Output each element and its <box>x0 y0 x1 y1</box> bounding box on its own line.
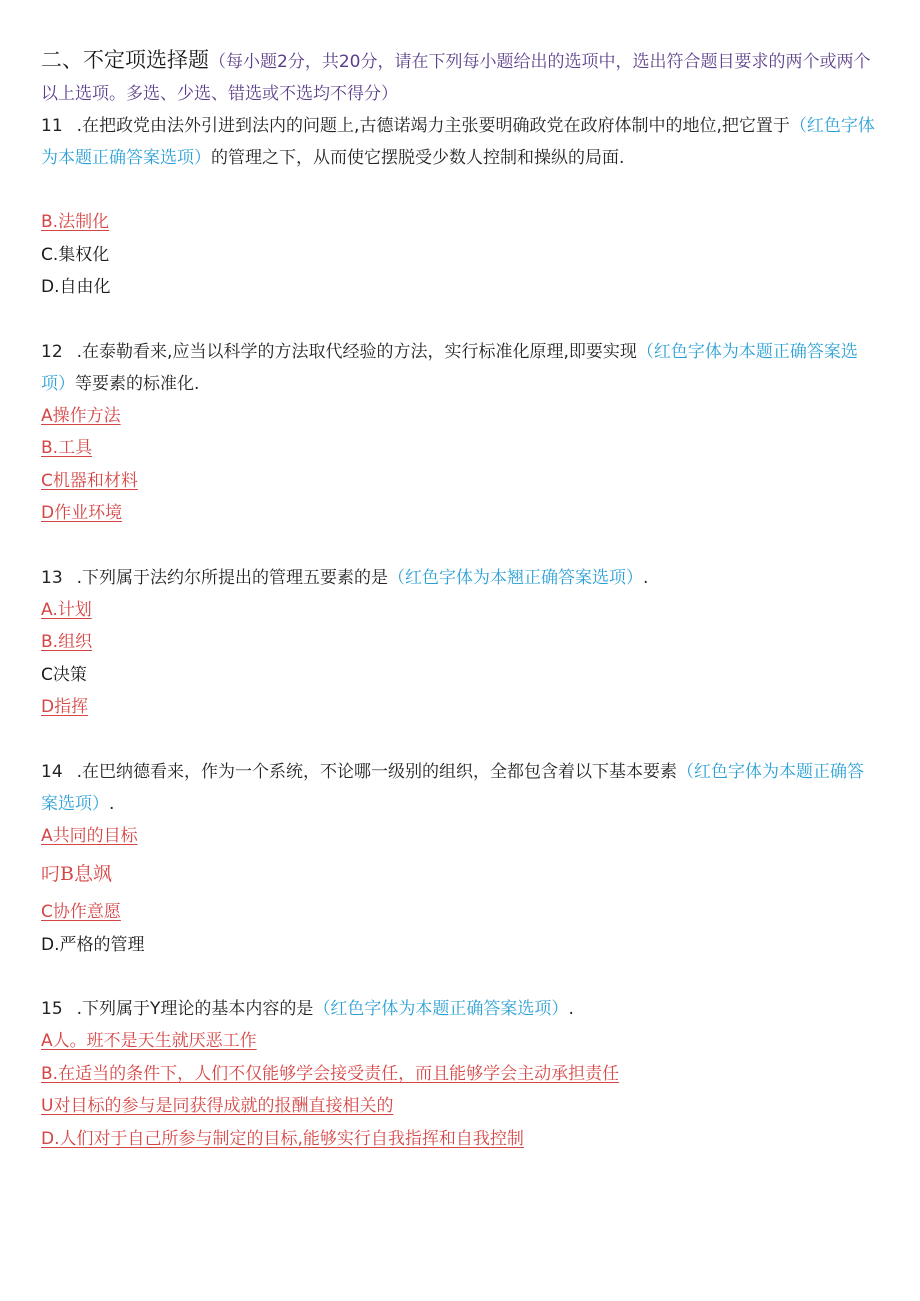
question-number: 12 <box>41 341 63 362</box>
question-text-end: . <box>568 999 574 1019</box>
option-c: C决策 <box>41 664 87 685</box>
spacer <box>41 724 877 756</box>
option-a-correct: A共同的目标 <box>41 825 138 846</box>
answer-hint: （红色字体为本题正确答案选项） <box>41 761 865 814</box>
section-heading <box>41 44 877 110</box>
question-text-end: 的管理之下，从而使它摆脱受少数人控制和操纵的局面. <box>211 148 625 168</box>
option-c: C.集权化 <box>41 244 110 265</box>
answer-hint: （红色字体为本题正确答案选项） <box>41 341 858 394</box>
option-d-correct: D指挥 <box>41 697 89 717</box>
question-14 <box>41 756 877 962</box>
option-b-correct: B.组织 <box>41 632 93 652</box>
option-d: D.自由化 <box>41 277 111 297</box>
answer-hint: （红色字体为本翘正确答案选项） <box>388 567 644 588</box>
question-text: .在把政党由法外引进到法内的问题上,古德诺竭力主张要明确政党在政府体制中的地位,把它置于 <box>76 116 790 136</box>
option-b-correct: B.法制化 <box>41 212 110 232</box>
question-text-end: 等要素的标准化. <box>75 373 200 394</box>
question-text: .在泰勒看来,应当以科学的方法取代经验的方法，实行标准化原理,即要实现 <box>76 341 637 362</box>
question-text-end: . <box>643 567 649 588</box>
question-stem <box>41 993 877 1025</box>
question-text: .下列属于法约尔所提出的管理五要素的是 <box>76 567 389 588</box>
option-c-correct: C协作意愿 <box>41 902 121 922</box>
question-text: .在巴纳德看来，作为一个系统，不论哪一级别的组织，全都包含着以下基本要素 <box>76 761 678 782</box>
question-text: .下列属于Y理论的基本内容的是 <box>76 999 314 1019</box>
question-stem <box>41 110 877 174</box>
spacer <box>41 304 877 336</box>
question-number: 13 <box>41 567 63 588</box>
option-d-correct: D.人们对于自己所参与制定的目标,能够实行自我指挥和自我控制 <box>41 1128 524 1149</box>
answer-hint: （红色字体为本题正确答案选项） <box>41 116 875 168</box>
option-c-correct: U对目标的参与是同获得成就的报酬直接相关的 <box>41 1096 394 1116</box>
question-number: 14 <box>41 761 63 782</box>
spacer <box>41 174 877 206</box>
question-number: 11 <box>41 116 63 136</box>
section-instructions: （每小题2分，共20分，请在下列每小题给出的选项中，选出符合题目要求的两个或两个以上选项。多选、少选、错选或不选均不得分） <box>41 52 871 104</box>
question-stem <box>41 756 877 820</box>
answer-hint: （红色字体为本题正确答案选项） <box>313 999 569 1019</box>
document-page <box>41 44 877 1155</box>
question-number: 15 <box>41 999 63 1019</box>
question-stem <box>41 336 877 400</box>
question-13 <box>41 562 877 724</box>
spacer <box>41 530 877 562</box>
option-c-correct: C机器和材料 <box>41 470 138 491</box>
question-stem <box>41 562 877 594</box>
section-title: 二、不定项选择题 <box>41 48 209 72</box>
option-a-correct: A人。班不是天生就厌恶工作 <box>41 1031 257 1051</box>
option-d-correct: D作业环境 <box>41 503 123 523</box>
question-12 <box>41 336 877 530</box>
option-a-correct: A.计划 <box>41 599 92 620</box>
spacer <box>41 961 877 993</box>
question-11 <box>41 110 877 304</box>
option-a-correct: A操作方法 <box>41 405 121 426</box>
option-d: D.严格的管理 <box>41 934 145 955</box>
option-b-correct: B.工具 <box>41 438 93 458</box>
question-text-end: . <box>109 793 115 814</box>
option-b-correct: B.在适当的条件下，人们不仅能够学会接受责任，而且能够学会主动承担责任 <box>41 1063 620 1084</box>
question-15 <box>41 993 877 1155</box>
option-b-correct-garbled: 叼B息飒 <box>41 863 112 885</box>
